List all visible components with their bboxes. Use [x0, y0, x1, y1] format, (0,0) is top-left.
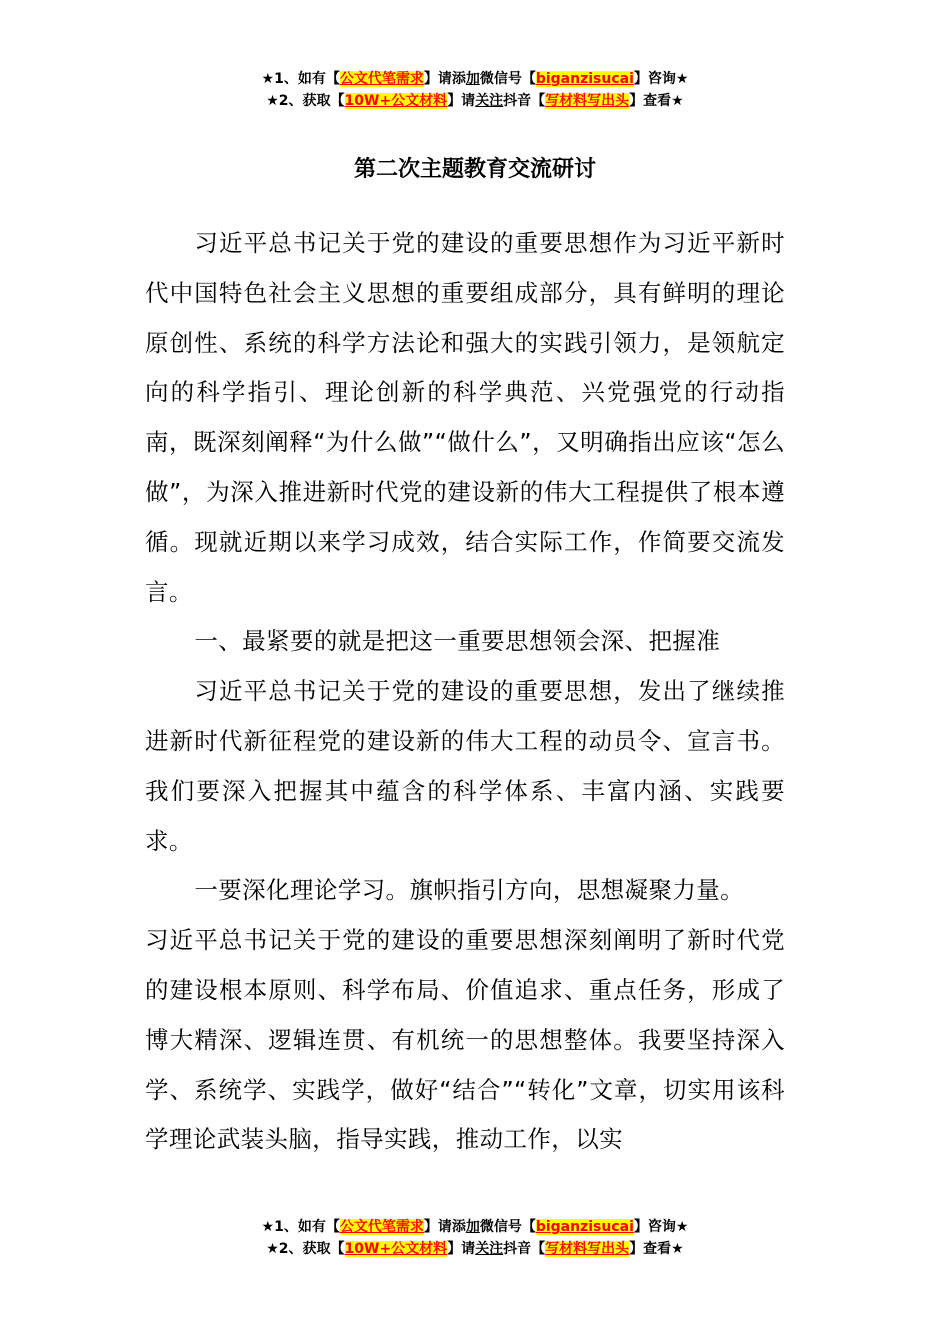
banner-wechat-id: biganzisucai — [535, 71, 634, 87]
banner-text: 】请 — [447, 93, 476, 109]
banner-text: 】咨询★ — [633, 71, 689, 87]
banner-text: ★2、获取【 — [266, 93, 345, 109]
section-heading: 一、最紧要的就是把这一重要思想领会深、把握准 — [194, 627, 721, 656]
paragraph-intro: 习近平总书记关于党的建设的重要思想作为习近平新时代中国特色社会主义思想的重要组成部分，具有鲜明的理论原创性、系统的科学方法论和强大的实践引领力，是领航定向的科学指引、理论创新的科学典范、兴党强党的行动指南，既深刻阐释“为什么做”“做什么”，又明确指出应该“怎么做”，为深入推进新时代党的建设新的伟大工程提供了根本遵循。现就近期以来学习成效，结合实际工作，作简要交流发言。 — [145, 229, 785, 606]
banner-text: 微信号【 — [479, 71, 536, 87]
document-body — [145, 219, 785, 1165]
banner-highlight: 公文代笔需求 — [339, 71, 424, 87]
banner-emphasis: 关注 — [475, 1241, 504, 1257]
banner-text: ★1、如有【 — [261, 71, 340, 87]
banner-text: 】请添 — [423, 71, 466, 87]
banner-text: 】咨询★ — [633, 1219, 689, 1235]
banner-line-1 — [0, 68, 950, 90]
banner-line-2 — [0, 1238, 950, 1260]
banner-line-1 — [0, 1216, 950, 1238]
banner-highlight: 10W+公文材料 — [344, 93, 448, 109]
footer-banner — [0, 1216, 950, 1260]
banner-text: 抖音【 — [503, 1241, 546, 1257]
header-banner — [0, 68, 950, 112]
banner-highlight: 10W+公文材料 — [344, 1241, 448, 1257]
banner-text: ★1、如有【 — [261, 1219, 340, 1235]
paragraph: 习近平总书记关于党的建设的重要思想，发出了继续推进新时代新征程党的建设新的伟大工程的动员令、宣言书。我们要深入把握其中蕴含的科学体系、丰富内涵、实践要求。 — [145, 677, 785, 855]
banner-text: 微信号【 — [479, 1219, 536, 1235]
banner-text: ★2、获取【 — [266, 1241, 345, 1257]
banner-douyin-account: 写材料写出头 — [545, 93, 630, 109]
banner-text: 抖音【 — [503, 93, 546, 109]
banner-text: 】查看★ — [629, 93, 684, 109]
banner-emphasis: 加 — [465, 71, 480, 87]
document-title: 第二次主题教育交流研讨 — [353, 157, 596, 182]
subsection-heading: 一要深化理论学习。旗帜指引方向，思想凝聚力量。 — [194, 876, 745, 905]
banner-emphasis: 加 — [465, 1219, 480, 1235]
banner-text: 】请 — [447, 1241, 476, 1257]
banner-text: 】请添 — [423, 1219, 466, 1235]
paragraph: 习近平总书记关于党的建设的重要思想深刻阐明了新时代党的建设根本原则、科学布局、价值追求、重点任务，形成了博大精深、逻辑连贯、有机统一的思想整体。我要坚持深入学、系统学、实践学，做好“结合”“转化”文章，切实用该科学理论武装头脑，指导实践，推动工作，以实 — [145, 926, 785, 1154]
banner-highlight: 公文代笔需求 — [339, 1219, 424, 1235]
banner-text: 】查看★ — [629, 1241, 684, 1257]
banner-emphasis: 关注 — [475, 93, 504, 109]
banner-wechat-id: biganzisucai — [535, 1219, 634, 1235]
banner-douyin-account: 写材料写出头 — [545, 1241, 630, 1257]
banner-line-2 — [0, 90, 950, 112]
